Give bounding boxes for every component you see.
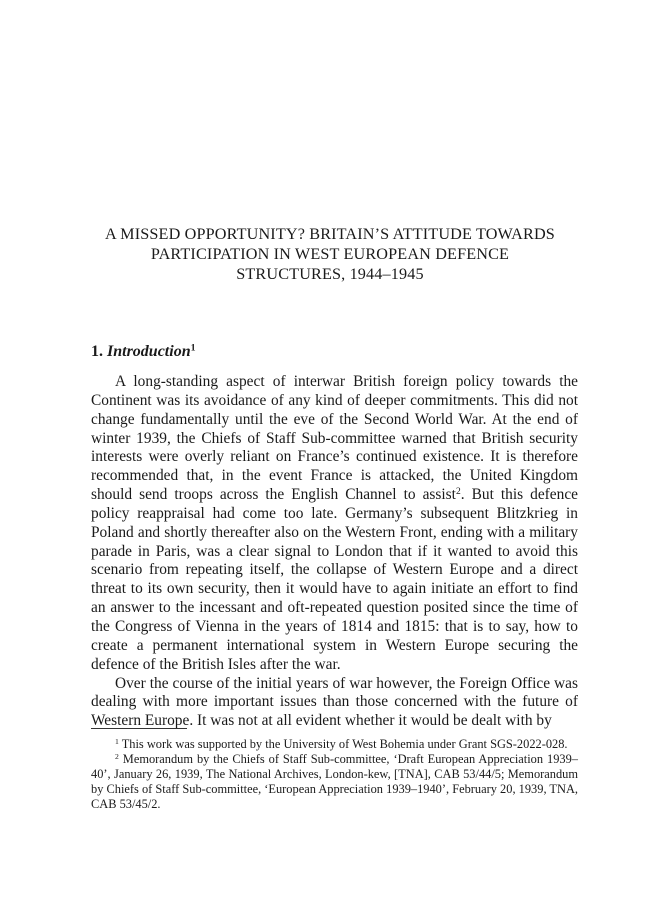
paragraph bbox=[91, 373, 578, 675]
section-heading bbox=[91, 342, 196, 362]
footnote bbox=[91, 752, 578, 812]
footnotes bbox=[91, 737, 578, 812]
paragraph: Over the course of the initial years of war however, the Foreign Office was dealing with more important issues than those concerned with the future of Western Europe. It was not at all evident whether it would be dealt with by bbox=[91, 674, 578, 730]
footnote-marker: 1 bbox=[190, 342, 196, 354]
footnote-text: This work was supported by the University of West Bohemia under Grant SGS-2022-028. bbox=[121, 737, 568, 751]
section-number: 1. bbox=[91, 343, 103, 360]
paragraph-text: . But this defence policy reappraisal had come too late. Germany’s subsequent Blitzkrieg in Poland and shortly thereafter also on the Western Front, ending with a military parade in Paris, was a clear signal to London that if it wanted to avoid this scenario from repeating itself, the collapse of Western Europe and a direct threat to its own security, then it would have to again initiate an effort to find an answer to the incessant and oft-repeated question posited since the time of the Congress of Vienna in the years of 1814 and 1815: that is to say, how to create a permanent international system in Western Europe securing the defence of the British Isles after the war. bbox=[91, 486, 578, 673]
chapter-title-line: PARTICIPATION IN WEST EUROPEAN DEFENCE bbox=[150, 245, 510, 263]
chapter-title-line: STRUCTURES, 1944–1945 bbox=[236, 265, 424, 283]
chapter-title bbox=[90, 224, 570, 284]
chapter-title-line: A MISSED OPPORTUNITY? BRITAIN’S ATTITUDE TOWARDS bbox=[105, 225, 555, 243]
body-text bbox=[91, 373, 578, 731]
footnote-separator bbox=[91, 728, 187, 729]
footnote bbox=[91, 737, 578, 752]
footnote-number: 2 bbox=[115, 751, 119, 761]
footnote-marker: 2 bbox=[455, 485, 461, 497]
paragraph-text: A long-standing aspect of interwar British foreign policy towards the Continent was its avoidance of any kind of deeper commitments. This did not change fundamentally until the eve of the Second World War. At the end of winter 1939, the Chiefs of Staff Sub-committee warned that British security interests were overly reliant on France’s continued existence. It is therefore recommended that, in the event France is attacked, the United Kingdom should send troops across the English Channel to assist bbox=[91, 373, 578, 504]
footnote-number: 1 bbox=[115, 736, 119, 746]
footnote-text: Memorandum by the Chiefs of Staff Sub-committee, ‘Draft European Appreciation 1939–40’, January 26, 1939, The National Archives, London-kew, [TNA], CAB 53/44/5; Memorandum by Chiefs of Staff Sub-committee, ‘European Appreciation 1939–1940’, February 20, 1939, TNA, CAB 53/45/2. bbox=[91, 751, 578, 811]
section-title: Introduction bbox=[107, 343, 191, 360]
